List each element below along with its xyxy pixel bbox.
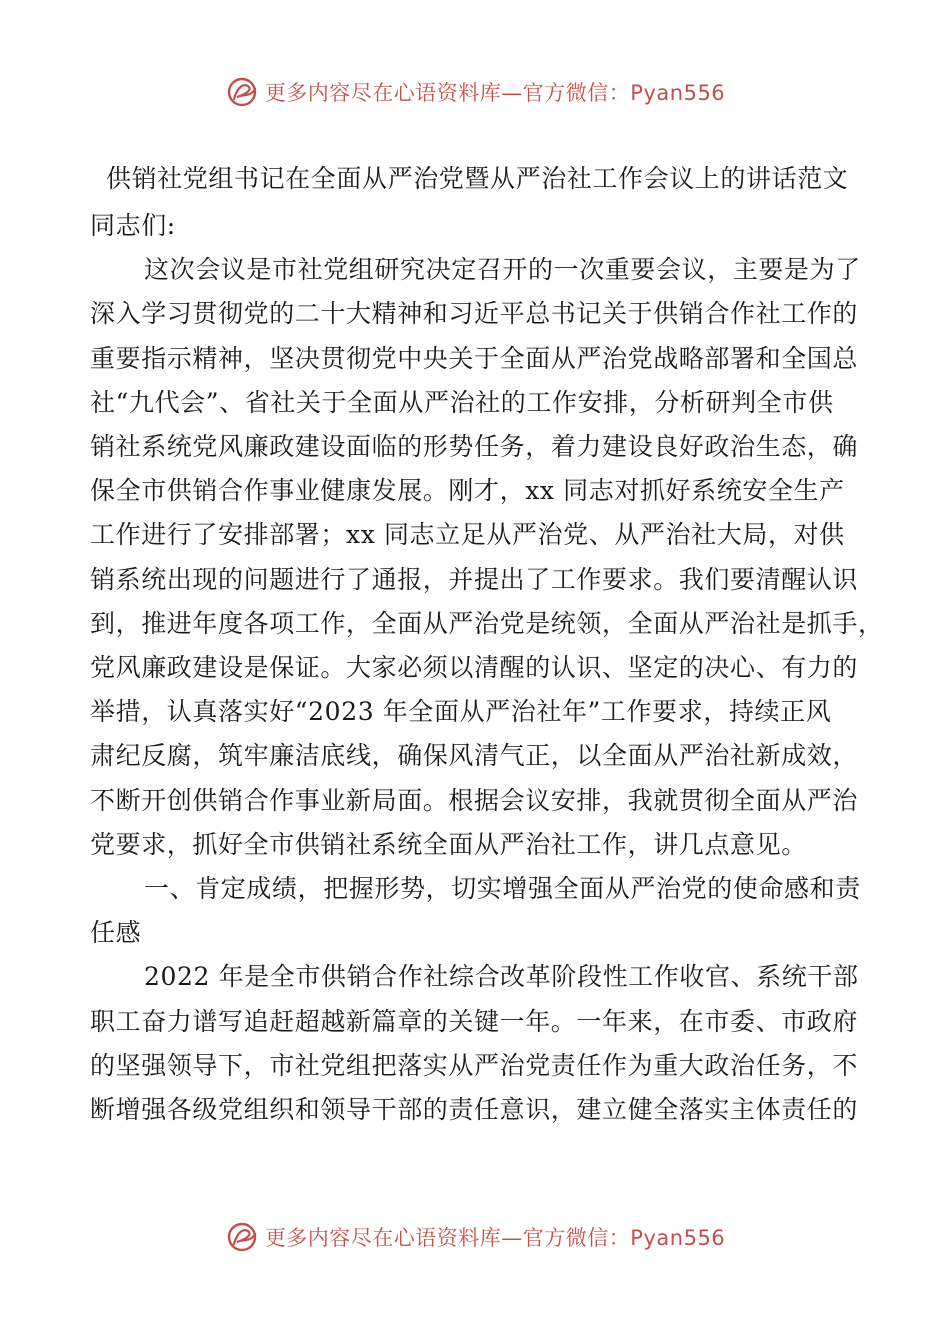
paragraph-line: 销系统出现的问题进行了通报，并提出了工作要求。我们要清醒认识: [90, 564, 859, 594]
paragraph-line: 社“九代会”、省社关于全面从严治社的工作安排，分析研判全市供: [90, 387, 834, 417]
paragraph-line: 党风廉政建设是保证。大家必须以清醒的认识、坚定的决心、有力的: [90, 653, 859, 683]
paragraph-line: 不断开创供销合作事业新局面。根据会议安排，我就贯彻全面从严治: [90, 785, 859, 815]
paragraph-line: 党要求，抓好全市供销社系统全面从严治社工作，讲几点意见。: [90, 829, 807, 859]
section-heading-cont: 任感: [90, 918, 142, 948]
paragraph-line: 到，推进年度各项工作，全面从严治党是统领，全面从严治社是抓手，: [90, 608, 884, 638]
paragraph-line: 的坚强领导下，市社党组把落实从严治党责任作为重大政治任务，不: [90, 1050, 859, 1080]
section-heading: 一、肯定成绩，把握形势，切实增强全面从严治党的使命感和责: [144, 874, 861, 904]
document-title: 供销社党组书记在全面从严治党暨从严治社工作会议上的讲话范文: [106, 164, 849, 193]
watermark-text: 更多内容尽在心语资料库—官方微信：Pyan556: [264, 81, 726, 105]
salutation: 同志们:: [90, 211, 176, 240]
paragraph-line: 举措，认真落实好“2023 年全面从严治社年”工作要求，持续正风: [90, 697, 832, 727]
paragraph-line: 保全市供销合作事业健康发展。刚才，xx 同志对抓好系统安全生产: [90, 476, 845, 506]
signature-logo-icon: [225, 1220, 259, 1254]
header-watermark-banner: [0, 70, 950, 114]
paragraph-line: 深入学习贯彻党的二十大精神和习近平总书记关于供销合作社工作的: [90, 299, 859, 329]
paragraph-line: 工作进行了安排部署；xx 同志立足从严治党、从严治社大局，对供: [90, 520, 845, 550]
paragraph-line: 肃纪反腐，筑牢廉洁底线，确保风清气正，以全面从严治社新成效，: [90, 741, 859, 771]
paragraph-line: 职工奋力谱写追赶超越新篇章的关键一年。一年来，在市委、市政府: [90, 1006, 859, 1036]
paragraph-line: 销社系统党风廉政建设面临的形势任务，着力建设良好政治生态，确: [90, 432, 859, 462]
paragraph-line: 断增强各级党组织和领导干部的责任意识，建立健全落实主体责任的: [90, 1095, 859, 1125]
paragraph-line: 这次会议是市社党组研究决定召开的一次重要会议，主要是为了: [144, 255, 861, 285]
footer-watermark-banner: [0, 1215, 950, 1259]
signature-logo-icon: [225, 75, 259, 109]
paragraph-line: 2022 年是全市供销合作社综合改革阶段性工作收官、系统干部: [144, 962, 859, 992]
document-body: [90, 158, 884, 1132]
paragraph-line: 重要指示精神，坚决贯彻党中央关于全面从严治党战略部署和全国总: [90, 343, 859, 373]
watermark-text: 更多内容尽在心语资料库—官方微信：Pyan556: [264, 1226, 726, 1250]
